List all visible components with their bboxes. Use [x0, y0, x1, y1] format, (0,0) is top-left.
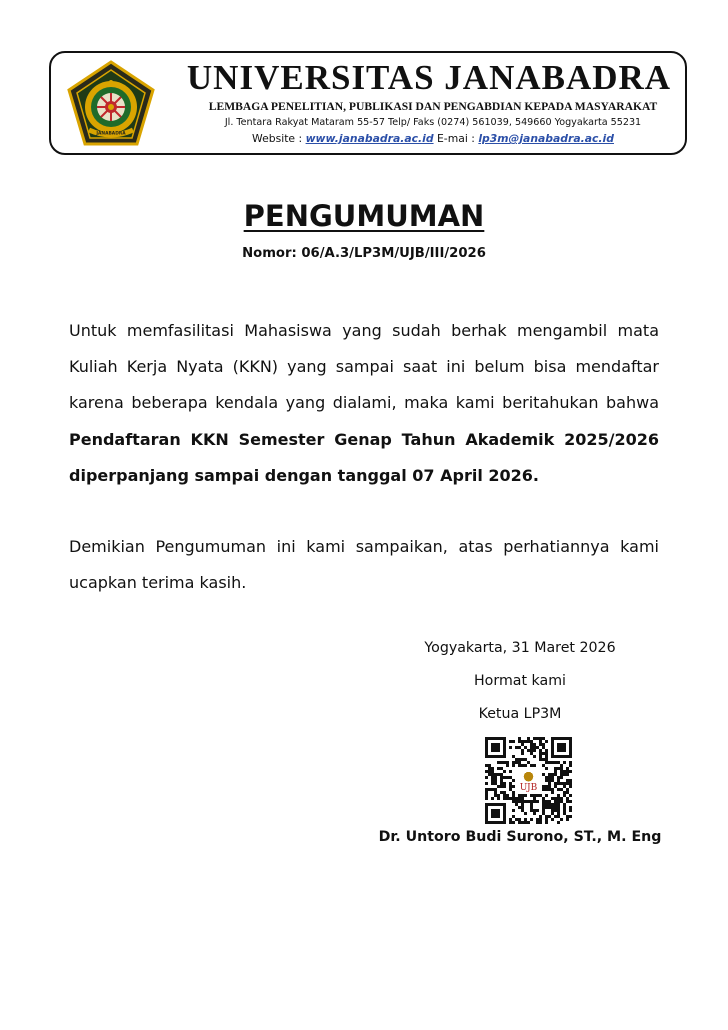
contact-line [183, 131, 683, 146]
body-paragraph-1 [69, 313, 659, 494]
university-logo [65, 60, 157, 148]
logo-text: JANABADRA [96, 131, 126, 137]
signature-role: Ketua LP3M [478, 706, 562, 722]
signatory-name: Dr. Untoro Budi Surono, ST., M. Eng [378, 829, 662, 845]
institute-address: Jl. Tentara Rakyat Mataram 55-57 Telp/ Faks (0274) 561039, 549660 Yogyakarta 55231 [224, 117, 642, 128]
body-paragraph-2: Demikian Pengumuman ini kami sampaikan, atas perhatiannya kami ucapkan terima kasih. [69, 537, 659, 593]
announcement-number: Nomor: 06/A.3/LP3M/UJB/III/2026 [242, 246, 486, 261]
institute-name: LEMBAGA PENELITIAN, PUBLIKASI DAN PENGABDIAN KEPADA MASYARAKAT [208, 100, 658, 113]
letterhead [49, 51, 687, 155]
university-name: UNIVERSITAS JANABADRA [186, 58, 672, 97]
website-link[interactable]: www.janabadra.ac.id [305, 132, 434, 145]
signature-qr-code [485, 737, 572, 824]
paragraph-1-intro: Untuk memfasilitasi Mahasiswa yang sudah berhak mengambil mata Kuliah Kerja Nyata (KKN) yang sampai saat ini belum bisa mendaftar karena beberapa kendala yang dialami, maka kami beritahukan bahwa [69, 321, 659, 413]
qr-center-label: UJB [519, 782, 538, 793]
announcement-title-text: PENGUMUMAN [243, 199, 485, 233]
paragraph-1-highlight: Pendaftaran KKN Semester Genap Tahun Akademik 2025/2026 diperpanjang sampai dengan tanggal 07 April 2026. [69, 429, 659, 485]
announcement-title [0, 196, 728, 236]
signature-place-date: Yogyakarta, 31 Maret 2026 [424, 640, 616, 656]
email-link[interactable]: lp3m@janabadra.ac.id [478, 132, 614, 145]
website-label: Website : [252, 132, 303, 145]
email-label: E-mai : [436, 132, 475, 145]
signature-regards: Hormat kami [474, 673, 566, 689]
